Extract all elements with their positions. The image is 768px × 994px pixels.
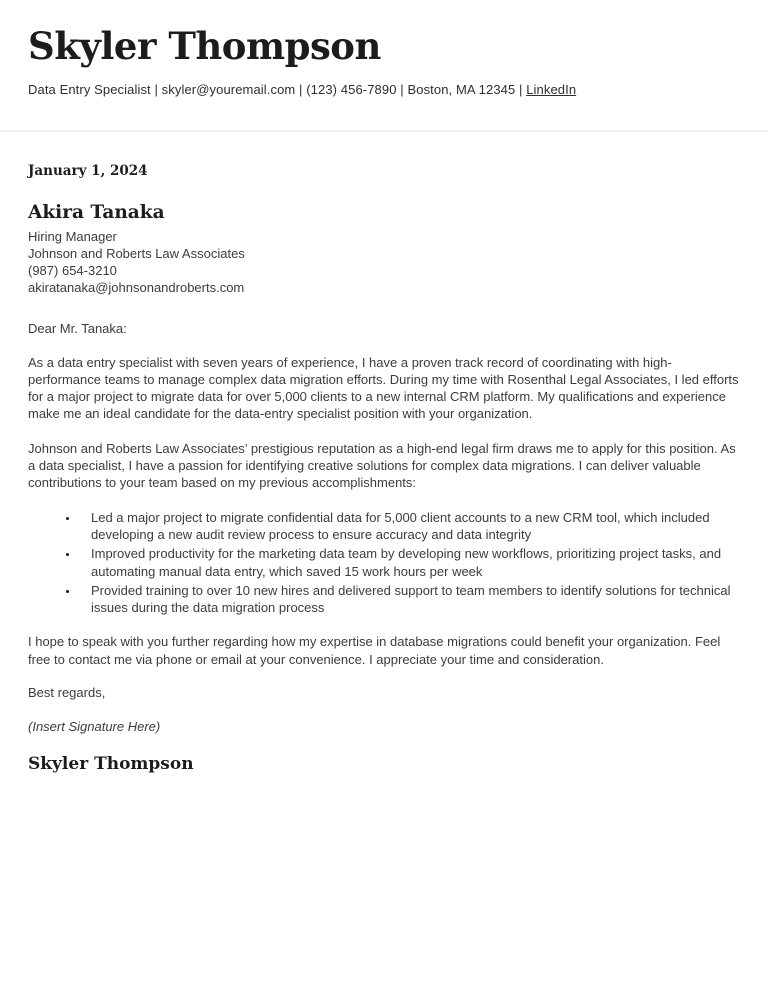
recipient-title: Hiring Manager: [28, 228, 117, 244]
letter-body: [0, 132, 768, 774]
candidate-email: skyler@youremail.com: [161, 81, 296, 97]
accomplishment-item: • Improved productivity for the marketing data team by developing new workflows, prioritizing project tasks, and automating manual data entry, which saved 15 work hours per week: [79, 545, 740, 580]
recipient-company: Johnson and Roberts Law Associates: [28, 245, 245, 261]
letter-date: January 1, 2024: [28, 162, 148, 179]
sign-off: Best regards,: [28, 685, 106, 700]
signature-placeholder: (Insert Signature Here): [28, 719, 161, 734]
accomplishment-item: • Provided training to over 10 new hires and delivered support to team members to identify solutions for technical issues during the data migration process: [79, 582, 740, 617]
recipient-email: akiratanaka@johnsonandroberts.com: [28, 279, 245, 295]
closing-paragraph: I hope to speak with you further regarding how my expertise in database migrations could benefit your organization. Feel free to contact me via phone or email at your convenience. I appreciate your time and consideration.: [28, 634, 721, 667]
letter-header: [0, 0, 768, 132]
separator: |: [515, 81, 527, 97]
salutation: Dear Mr. Tanaka:: [28, 320, 127, 336]
job-title: Data Entry Specialist: [28, 81, 151, 97]
candidate-location: Boston, MA 12345: [407, 81, 516, 97]
candidate-name: Skyler Thompson: [28, 24, 381, 68]
candidate-phone: (123) 456-7890: [306, 81, 397, 97]
separator: |: [295, 81, 307, 97]
body-paragraph: Johnson and Roberts Law Associates’ prestigious reputation as a high-end legal firm draws me to apply for this position. As a data specialist, I have a passion for identifying creative solutions for complex data migrations. I can deliver valuable contributions to your team based on my previous accomplishments:: [28, 440, 736, 491]
separator: |: [150, 81, 162, 97]
recipient-phone: (987) 654-3210: [28, 262, 117, 278]
recipient-details: [28, 228, 740, 296]
separator: |: [396, 81, 408, 97]
body-paragraph: As a data entry specialist with seven years of experience, I have a proven track record of coordinating with high-performance teams to manage complex data migration efforts. During my time with Rosenthal Legal Associates, I led efforts for a major project to migrate data for over 5,000 clients to a new internal CRM platform. My qualifications and experience make me an ideal candidate for the data-entry specialist position with your organization.: [28, 354, 739, 422]
signature-name: Skyler Thompson: [28, 754, 194, 774]
accomplishment-item: • Led a major project to migrate confidential data for 5,000 client accounts to a new CRM tool, which included developing a new audit review process to ensure accuracy and data integrity: [79, 509, 740, 544]
contact-line: [28, 82, 740, 97]
linkedin-link[interactable]: LinkedIn: [526, 81, 577, 97]
recipient-name: Akira Tanaka: [28, 201, 165, 223]
accomplishments-list: [28, 509, 740, 617]
